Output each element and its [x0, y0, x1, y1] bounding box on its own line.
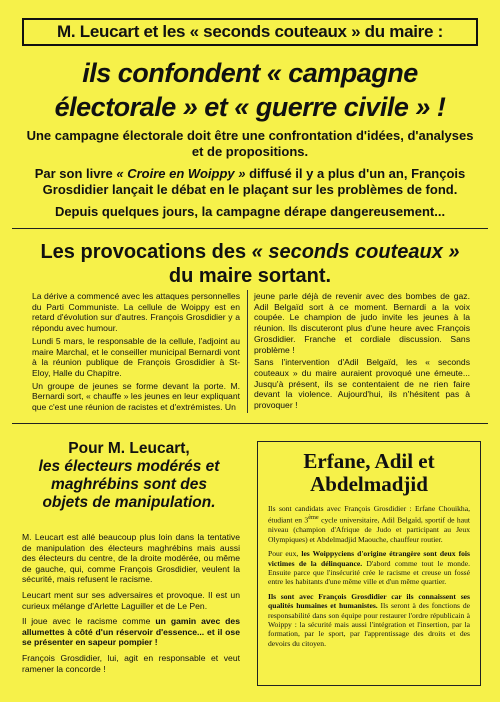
- intro-p2-after: diffusé il y a plus d'un an, François Grosdidier lançait le débat en le plaçant sur les problèmes de fond.: [42, 166, 466, 197]
- intro-paragraph-3: Depuis quelques jours, la campagne dérape dangereusement...: [54, 204, 446, 219]
- section-3-title-line-1: Pour M. Leucart,: [68, 440, 190, 457]
- section-3-p3-before: Il joue avec le racisme comme: [22, 616, 156, 627]
- section-3-paragraph-1: M. Leucart est allé beaucoup plus loin dans la tentative de manipulation des électeurs maghrébins mais aussi des électeurs du centre, de la droite modérée, ou même de gauche, qui, comme François Grosdidier, veulent la sécurité, mais refusent le racisme.: [22, 532, 240, 585]
- candidates-box: [257, 441, 481, 686]
- section-2-left-paragraph: Un groupe de jeunes se forme devant la porte. M. Bernardi sort, « chauffe » les jeunes en leur expliquant que c'est une réunion de racistes et d'extrémistes. Un: [32, 380, 240, 413]
- candidates-box-title-line-2: Abdelmadjid: [310, 472, 428, 496]
- intro-paragraph-1: Une campagne électorale doit être une confrontation d'idées, d'analyses et de propositions.: [26, 128, 474, 159]
- banner-title: M. Leucart et les « seconds couteaux » du maire :: [57, 22, 443, 41]
- candidates-box-title: [268, 450, 470, 496]
- candidates-box-title-line-1: Erfane, Adil et: [303, 449, 435, 473]
- section-2-right-paragraph: jeune parle déjà de revenir avec des bombes de gaz. Adil Belgaïd sort à ce moment. Bernardi a la voix coupée. Le champion de judo invite les jeunes à la réunion. Ils discuteront plus d'une heure avec François Grosdidier. Franche et cordiale discussion. Sans problème !: [254, 291, 470, 355]
- candidates-p3-after: Ils seront à des fonctions de responsabilité dans son équipe pour restaurer l'ordre républicain à Woippy : la sécurité mais aussi l'intégration et l'insertion, par la formation, par le sport, par l'apprentissage des droits et des devoirs du citoyen.: [268, 601, 470, 648]
- divider-1: [12, 228, 488, 229]
- candidates-p1-after: cycle universitaire, Adil Belgaïd, sportif de haut niveau (champion d'Afrique de Judo et participant au Jeux Olympiques) et Abdelmadjid Maouche, chauffeur routier.: [268, 515, 470, 544]
- book-title: « Croire en Woippy »: [116, 166, 246, 181]
- section-3-paragraph-4: François Grosdidier, lui, agit en responsable et veut ramener la concorde !: [22, 652, 240, 674]
- section-3-title: [18, 440, 240, 512]
- candidates-paragraph-1: [268, 504, 470, 544]
- section-2-title-em: « seconds couteaux »: [251, 241, 460, 263]
- section-3-title-line-2: les électeurs modérés et: [38, 458, 220, 475]
- headline: [0, 56, 500, 124]
- section-2-right-paragraph: Sans l'intervention d'Adil Belgaïd, les « seconds couteaux » du maire auraient provoqué une émeute... Jusqu'à présent, ils se contentaient de ne rien faire devant la violence. Aujourd'hui, ils n'hésitent pas à provoquer !: [254, 357, 470, 411]
- candidates-p1-sup: ème: [308, 514, 319, 522]
- divider-2: [12, 423, 488, 424]
- candidates-p1-before: Ils sont candidats avec François Grosdidier : Erfane Chouikha, étudiant en 3: [268, 504, 470, 525]
- intro-p2-before: Par son livre: [34, 166, 117, 181]
- candidates-paragraph-2: [268, 549, 470, 587]
- section-2-left-paragraph: La dérive a commencé avec les attaques personnelles du Parti Communiste. La cellule de Woippy est en retard d'évolution sur d'autres. François Grosdidier y a répondu avec humour.: [32, 291, 240, 334]
- candidates-p3-bold: Ils sont avec François Grosdidier car ils connaissent ses qualités humaines et humanistes.: [268, 591, 470, 611]
- candidates-p2-before: Pour eux,: [268, 549, 302, 559]
- section-3-p3-bold: un gamin avec des allumettes à côté d'un réservoir d'essence... et il ose se présenter en sapeur pompier !: [22, 616, 240, 648]
- section-3-title-line-3: maghrébins sont des: [51, 476, 207, 493]
- section-2-title-before: Les provocations des: [40, 241, 252, 263]
- candidates-paragraph-3: [268, 592, 470, 648]
- section-2-title: [0, 240, 500, 288]
- candidates-p2-bold: les Woippyciens d'origine étrangère sont deux fois victimes de la délinquance.: [268, 549, 470, 568]
- intro: [20, 128, 480, 226]
- section-2-title-line-2: du maire sortant.: [168, 265, 332, 287]
- section-3-paragraph-3: [22, 616, 240, 648]
- headline-line-1: ils confondent « campagne: [82, 58, 418, 88]
- banner-box: [22, 18, 478, 46]
- column-divider: [247, 290, 248, 413]
- section-2-left-column: [32, 291, 240, 415]
- intro-paragraph-2: [20, 166, 480, 198]
- section-3-title-line-4: objets de manipulation.: [42, 494, 216, 511]
- section-3-paragraph-2: Leucart ment sur ses adversaires et provoque. Il est un curieux mélange d'Arlette Laguiller et de Le Pen.: [22, 589, 240, 611]
- candidates-p2-after: D'abord comme tout le monde. Ensuite parce que l'insécurité crée le racisme et creuse un fossé entre les habitants d'une même ville et d'un même quartier.: [268, 558, 470, 587]
- section-2-title-line-1: [0, 240, 500, 264]
- section-3-body: [22, 532, 240, 679]
- headline-line-2: électorale » et « guerre civile » !: [54, 92, 446, 122]
- section-2-left-paragraph: Lundi 5 mars, le responsable de la cellule, l'adjoint au maire Marchal, et le conseiller municipal Bernardi vont à la réunion publique de François Grosdidier à St-Eloy, Halle du Chapitre.: [32, 335, 240, 378]
- section-2-right-column: [254, 291, 470, 413]
